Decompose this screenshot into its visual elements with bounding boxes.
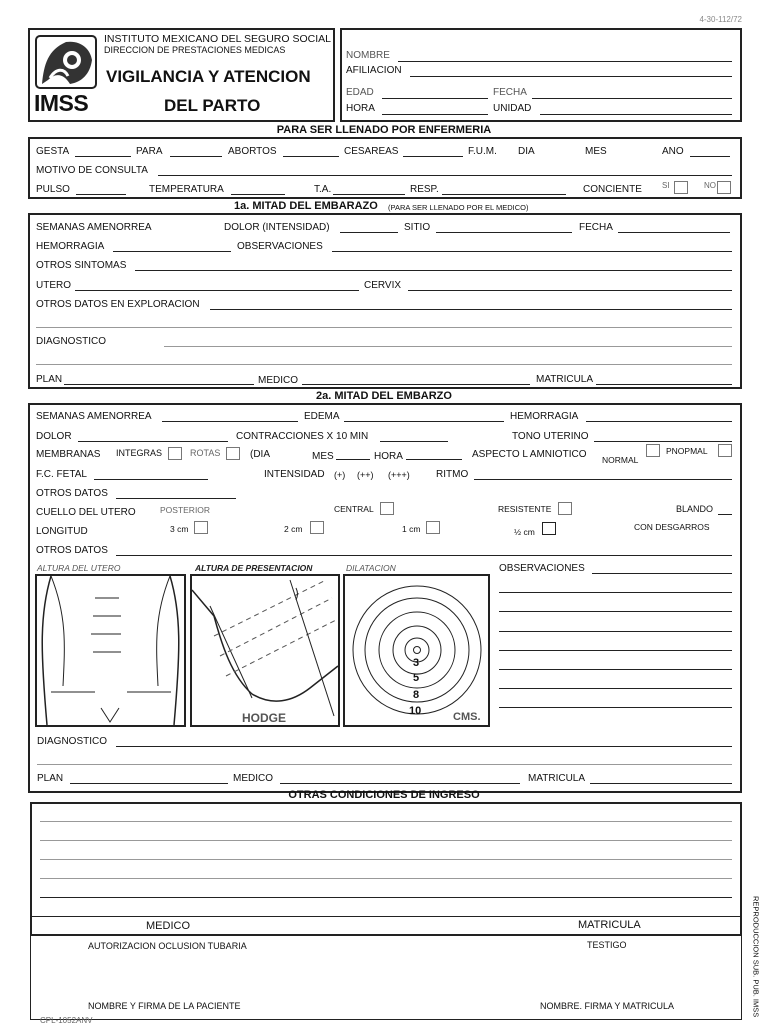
direction-name: DIRECCION DE PRESTACIONES MEDICAS [104, 45, 286, 55]
no-label: NO [704, 181, 716, 190]
pelvis-hodge-icon [192, 576, 338, 725]
otros-datos-exploracion-field[interactable] [210, 309, 732, 310]
otros-datos-field-2[interactable] [116, 498, 236, 499]
utero-label: UTERO [36, 280, 71, 291]
semanas-label-2: SEMANAS AMENORREA [36, 411, 152, 422]
anormal-checkbox[interactable] [718, 444, 732, 457]
conditions-line-5[interactable] [40, 897, 732, 898]
diagnostico-field-2[interactable] [116, 746, 732, 747]
fecha-field[interactable] [532, 98, 732, 99]
observaciones-line-4[interactable] [499, 631, 732, 632]
hora-label: HORA [346, 103, 375, 114]
first-half-subtitle: (PARA SER LLENADO POR EL MEDICO) [388, 203, 529, 212]
observaciones-line-8[interactable] [499, 707, 732, 708]
posterior-label: POSTERIOR [160, 505, 211, 515]
cms-label: CMS. [453, 711, 481, 723]
gesta-field[interactable] [75, 156, 131, 157]
medico-field-1[interactable] [302, 384, 530, 385]
otros-sintomas-field[interactable] [135, 270, 732, 271]
conditions-line-4[interactable] [40, 878, 732, 879]
membranas-label: MEMBRANAS [36, 449, 101, 460]
blando-label: BLANDO [676, 504, 714, 514]
dilatacion-title: DILATACION [346, 563, 396, 573]
intensidad-2[interactable]: (++) [357, 470, 374, 480]
otros-datos-exploracion-label: OTROS DATOS EN EXPLORACION [36, 299, 200, 310]
temperatura-label: TEMPERATURA [149, 184, 224, 195]
matricula-field-2[interactable] [590, 783, 732, 784]
observaciones-label-1: OBSERVACIONES [237, 241, 323, 252]
membranas-hora-label: HORA [374, 451, 403, 462]
second-half-title: 2a. MITAD DEL EMBARZO [316, 390, 452, 402]
half-cm-checkbox[interactable] [542, 522, 556, 535]
intensidad-1[interactable]: (+) [334, 470, 346, 480]
unidad-field[interactable] [540, 114, 732, 115]
diagnostico-field-1[interactable] [164, 346, 732, 347]
contracciones-field[interactable] [380, 441, 448, 442]
fecha-label: FECHA [493, 87, 527, 98]
dilation-8: 8 [413, 689, 420, 701]
edad-field[interactable] [382, 98, 488, 99]
matricula-label-1: MATRICULA [536, 374, 594, 385]
aspecto-label: ASPECTO L AMNIOTICO [472, 449, 587, 460]
edema-label: EDEMA [304, 411, 340, 422]
pulso-field[interactable] [76, 194, 126, 195]
resistente-label: RESISTENTE [498, 504, 552, 514]
temperatura-field[interactable] [231, 194, 285, 195]
hemorragia-label-2: HEMORRAGIA [510, 411, 579, 422]
dolor-field[interactable] [340, 232, 398, 233]
cm3-label: 3 cm [170, 524, 189, 534]
fecha-label-1: FECHA [579, 222, 613, 233]
membranas-dia-label: (DIA [250, 449, 270, 460]
nombre-field[interactable] [398, 61, 732, 62]
consciente-no-checkbox[interactable] [717, 181, 731, 194]
semanas-label: SEMANAS AMENORREA [36, 222, 152, 233]
hodge-label: HODGE [242, 711, 287, 725]
ta-field[interactable] [333, 194, 405, 195]
dolor-field-2[interactable] [78, 441, 228, 442]
form-code: 4-30-112/72 [699, 15, 742, 24]
afiliacion-field[interactable] [410, 76, 732, 77]
normal-checkbox[interactable] [646, 444, 660, 457]
cesareas-label: CESAREAS [344, 146, 399, 157]
half-cm-label: ½ cm [514, 527, 535, 537]
fc-fetal-field[interactable] [94, 479, 208, 480]
ta-label: T.A. [314, 184, 332, 195]
cm2-label: 2 cm [284, 524, 303, 534]
dilation-rings-icon [345, 576, 488, 725]
cm2-checkbox[interactable] [310, 521, 324, 534]
tono-uterino-label: TONO UTERINO [512, 431, 589, 442]
unidad-label: UNIDAD [493, 103, 532, 114]
para-label: PARA [136, 146, 163, 157]
para-field[interactable] [170, 156, 222, 157]
longitud-label: LONGITUD [36, 526, 88, 537]
consciente-si-checkbox[interactable] [674, 181, 688, 194]
signature-divider [30, 916, 742, 917]
observaciones-field-2[interactable] [592, 573, 732, 574]
ano-field[interactable] [690, 156, 730, 157]
motivo-label: MOTIVO DE CONSULTA [36, 165, 148, 176]
desgarros-label: CON DESGARROS [634, 522, 710, 532]
fum-ano-label: ANO [662, 146, 684, 157]
firma-paciente-label: NOMBRE Y FIRMA DE LA PACIENTE [88, 1001, 241, 1011]
testigo-label: TESTIGO [587, 940, 627, 950]
contracciones-label: CONTRACCIONES X 10 MIN [236, 431, 369, 442]
central-label: CENTRAL [334, 504, 374, 514]
sitio-label: SITIO [404, 222, 431, 233]
sitio-field[interactable] [436, 232, 572, 233]
altura-presentacion-title: ALTURA DE PRESENTACION [195, 563, 313, 573]
matricula-label-3: MATRICULA [578, 919, 641, 931]
membranas-hora-field[interactable] [406, 459, 462, 460]
tono-uterino-field[interactable] [594, 441, 732, 442]
cm3-checkbox[interactable] [194, 521, 208, 534]
first-half-title: 1a. MITAD DEL EMBARAZO [234, 200, 378, 212]
hemorragia-field[interactable] [113, 251, 231, 252]
observaciones-line-6[interactable] [499, 669, 732, 670]
blando-field[interactable] [718, 514, 732, 515]
ritmo-label: RITMO [436, 469, 469, 480]
resp-label: RESP. [410, 184, 439, 195]
side-note: REPRODUCCION SUB. PUB. IMSS [751, 896, 761, 1018]
observaciones-line-5[interactable] [499, 650, 732, 651]
dilation-3: 3 [413, 657, 420, 669]
diagnostico-line-2b[interactable] [37, 764, 732, 765]
pulso-label: PULSO [36, 184, 70, 195]
cervix-field[interactable] [408, 290, 732, 291]
integras-label: INTEGRAS [116, 448, 163, 458]
utero-field[interactable] [75, 290, 359, 291]
form-title: VIGILANCIA Y ATENCION [106, 67, 311, 86]
otros-sintomas-label: OTROS SINTOMAS [36, 260, 127, 271]
dilation-diagram[interactable] [343, 574, 490, 727]
conditions-line-1[interactable] [40, 821, 732, 822]
fecha-field-1[interactable] [618, 232, 730, 233]
medico-label-1: MEDICO [258, 375, 298, 386]
matricula-field-1[interactable] [596, 384, 732, 385]
plan-field-1[interactable] [64, 384, 254, 385]
normal-label: NORMAL [602, 455, 639, 465]
rotas-checkbox[interactable] [226, 447, 240, 460]
semanas-field-2[interactable] [162, 421, 298, 422]
firma-testigo-label: NOMBRE. FIRMA Y MATRICULA [540, 1001, 675, 1011]
hemorragia-field-2[interactable] [586, 421, 732, 422]
nursing-title: PARA SER LLENADO POR ENFERMERIA [276, 124, 492, 136]
afiliacion-label: AFILIACION [346, 65, 402, 76]
edema-field[interactable] [344, 421, 504, 422]
membranas-mes-field[interactable] [336, 459, 370, 460]
conditions-line-2[interactable] [40, 840, 732, 841]
plan-label-1: PLAN [36, 374, 63, 385]
footer-code: CPL-1052ANV [40, 1016, 93, 1025]
cm1-checkbox[interactable] [426, 521, 440, 534]
gesta-label: GESTA [36, 146, 70, 157]
fc-fetal-label: F.C. FETAL [36, 469, 87, 480]
medico-label-2: MEDICO [233, 773, 273, 784]
utero-height-diagram[interactable] [35, 574, 186, 727]
resp-field[interactable] [442, 194, 566, 195]
si-label: SI [662, 181, 670, 190]
anormal-label: PNOPMAL [666, 446, 708, 456]
cm1-label: 1 cm [402, 524, 421, 534]
otros-datos-label-2: OTROS DATOS [36, 488, 108, 499]
hemorragia-label: HEMORRAGIA [36, 241, 105, 252]
observaciones-line-2[interactable] [499, 592, 732, 593]
hora-field[interactable] [382, 114, 488, 115]
rotas-label: ROTAS [190, 448, 221, 458]
imss-logo [34, 34, 98, 118]
membranas-mes-label: MES [312, 451, 334, 462]
observaciones-line-3[interactable] [499, 611, 732, 612]
diagnostico-line-2[interactable] [36, 364, 732, 365]
dolor-intensidad-label: DOLOR (INTENSIDAD) [224, 222, 330, 233]
intensidad-label: INTENSIDAD [264, 469, 325, 480]
abortos-field[interactable] [283, 156, 339, 157]
dilation-10: 10 [409, 705, 422, 717]
resistente-checkbox[interactable] [558, 502, 572, 515]
observaciones-field-1[interactable] [332, 251, 732, 252]
altura-utero-title: ALTURA DEL UTERO [37, 563, 121, 573]
dolor-label-2: DOLOR [36, 431, 72, 442]
cesareas-field[interactable] [403, 156, 463, 157]
exploracion-line-2[interactable] [36, 327, 732, 328]
plan-label-2: PLAN [37, 773, 64, 784]
diagnostico-label-1: DIAGNOSTICO [36, 336, 107, 347]
integras-checkbox[interactable] [168, 447, 182, 460]
central-checkbox[interactable] [380, 502, 394, 515]
observaciones-line-7[interactable] [499, 688, 732, 689]
nombre-label: NOMBRE [346, 50, 390, 61]
intensidad-3[interactable]: (+++) [388, 470, 410, 480]
ritmo-field[interactable] [474, 479, 732, 480]
medico-label-3: MEDICO [146, 920, 190, 932]
cervix-label: CERVIX [364, 280, 402, 291]
motivo-field[interactable] [158, 175, 732, 176]
conditions-line-3[interactable] [40, 859, 732, 860]
consciente-label: CONCIENTE [583, 184, 642, 195]
observaciones-label-2: OBSERVACIONES [499, 563, 585, 574]
medico-field-2[interactable] [280, 783, 520, 784]
other-conditions-title: OTRAS CONDICIONES DE INGRESO [288, 789, 480, 801]
fum-mes-label: MES [585, 146, 607, 157]
fum-dia-label: DIA [518, 146, 535, 157]
fum-label: F.U.M. [468, 146, 497, 157]
matricula-label-2: MATRICULA [528, 773, 586, 784]
otros-datos-label-3: OTROS DATOS [36, 545, 108, 556]
institute-name: INSTITUTO MEXICANO DEL SEGURO SOCIAL [104, 33, 331, 45]
plan-field-2[interactable] [70, 783, 228, 784]
abortos-label: ABORTOS [228, 146, 277, 157]
cuello-utero-label: CUELLO DEL UTERO [36, 507, 136, 518]
diagnostico-label-2: DIAGNOSTICO [37, 736, 108, 747]
otros-datos-field-3[interactable] [116, 555, 732, 556]
form-title-line2: DEL PARTO [164, 96, 261, 115]
uterus-silhouette-icon [37, 576, 184, 725]
presentation-height-diagram[interactable] [190, 574, 340, 727]
logo-text: IMSS [34, 90, 89, 116]
autorizacion-label: AUTORIZACION OCLUSION TUBARIA [88, 941, 247, 951]
dilation-5: 5 [413, 672, 420, 684]
edad-label: EDAD [346, 87, 374, 98]
